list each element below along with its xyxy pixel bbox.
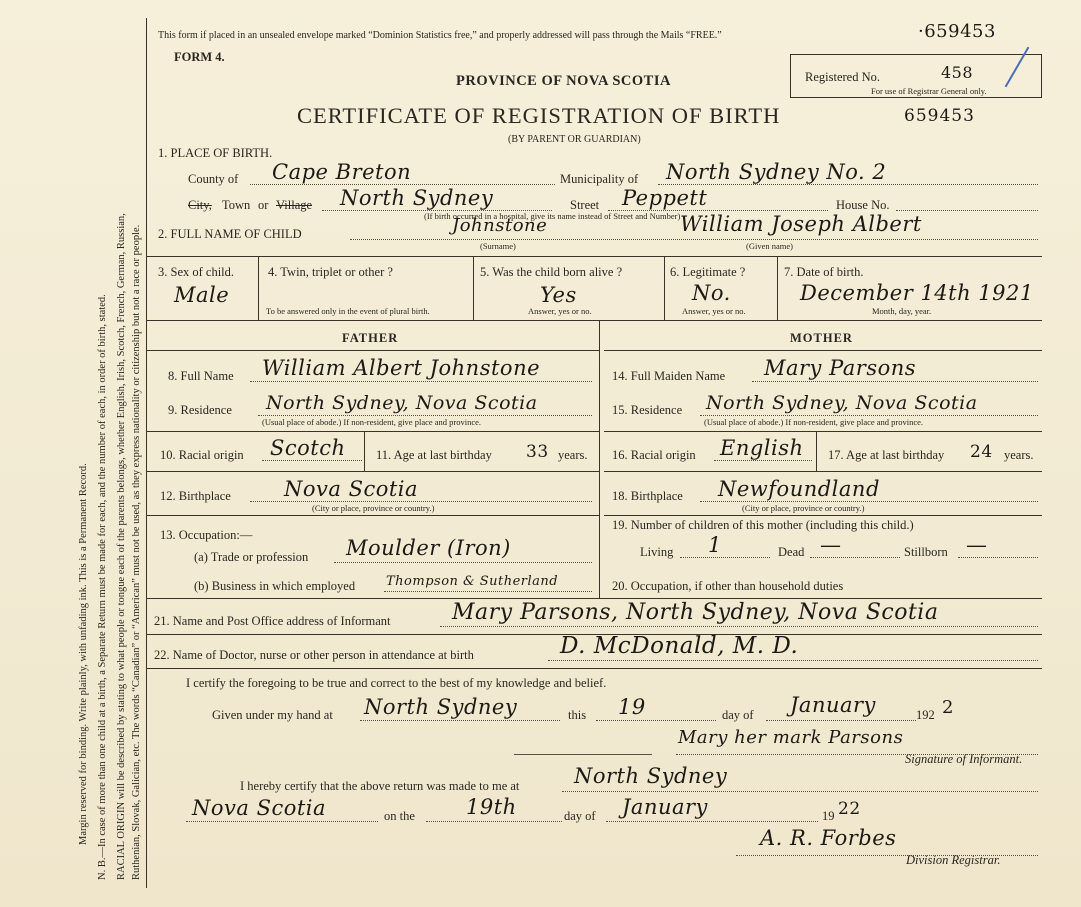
municipality-value: North Sydney No. 2 [666,160,887,184]
dead-value: — [820,533,842,557]
registrar-day-of-label: day of [564,809,596,823]
mother-age-value: 24 [970,442,993,462]
father-racial-label: 10. Racial origin [160,448,244,462]
father-residence-note: (Usual place of abode.) If non-resident, give place and province. [262,417,482,427]
province-heading: PROVINCE OF NOVA SCOTIA [456,73,671,89]
father-racial-div [364,431,365,471]
doctor-rule [146,668,1042,669]
trade-label: (a) Trade or profession [194,550,309,564]
parents-head-rule-l [146,350,599,351]
doctor-label: 22. Name of Doctor, nurse or other person in attendance at birth [154,648,474,662]
left-border [146,18,147,888]
village-label: Village [276,198,313,212]
dead-label: Dead [778,545,805,559]
registrar-statement: I hereby certify that the above return was made to me at [240,779,520,793]
margin-note-1: Margin reserved for binding. Write plainly, with unfading ink. This is a Permanent Record. [78,463,89,845]
left-signature-line [514,754,652,755]
mailing-notice: This form if placed in an unsealed envelope marked “Dominion Statistics free,” and properly addressed will pass through the Mails “FREE.” [158,30,722,41]
child-surname: Johnstone [452,215,548,236]
living-label: Living [640,545,674,559]
registrar-place-2: Nova Scotia [192,796,327,820]
or-label: or [258,198,269,212]
legitimate-label: 6. Legitimate ? [670,265,746,279]
row3-div-3 [664,256,665,320]
informant-value: Mary Parsons, North Sydney, Nova Scotia [452,600,939,625]
child-name-line [350,239,1038,240]
row3-top-rule [146,256,1042,257]
father-rule-1 [146,431,599,432]
mother-racial-label: 16. Racial origin [612,448,696,462]
given-name-note: (Given name) [746,241,793,251]
father-residence-value: North Sydney, Nova Scotia [266,392,538,414]
day-line [596,720,716,721]
father-birthplace-note: (City or place, province or country.) [312,503,435,513]
place-heading: 1. PLACE OF BIRTH. [158,146,273,160]
mother-birthplace-value: Newfoundland [718,477,880,501]
father-birthplace-value: Nova Scotia [284,477,419,501]
legitimate-value: No. [692,281,731,305]
birth-date-value: December 14th 1921 [800,281,1034,305]
county-value: Cape Breton [272,160,412,184]
year-prefix: 192 [916,708,935,722]
father-occupation-label: 13. Occupation:— [160,528,253,542]
certify-day-value: 19 [618,695,646,719]
doctor-line [548,660,1038,661]
informant-label: 21. Name and Post Office address of Informant [154,614,391,628]
row3-div-2 [473,256,474,320]
registered-box [790,54,1042,98]
top-certificate-number: ·659453 [918,21,996,42]
certify-month-value: January [790,693,876,717]
mother-birthplace-label: 18. Birthplace [612,489,683,503]
informant-signature: Mary her mark Parsons [678,727,904,748]
registrar-place-line [562,791,1038,792]
father-residence-line [258,415,592,416]
margin-note-4: Ruthenian, Slovak, Galician, etc. The words “Canadian” or “American” must not be used, as they express nationality or citizenship but not a race or people. [131,224,142,880]
mother-residence-value: North Sydney, Nova Scotia [706,392,978,414]
house-line [896,210,1038,211]
mother-rule-3 [604,515,1042,516]
mother-birthplace-line [700,501,1038,502]
stillborn-value: — [966,533,988,557]
father-name-value: William Albert Johnstone [262,356,541,380]
mother-heading: MOTHER [790,331,853,345]
child-given-name: William Joseph Albert [680,212,922,236]
mother-birthplace-note: (City or place, province or country.) [742,503,865,513]
mother-rule-2 [604,471,1042,472]
alive-note: Answer, yes or no. [528,306,592,316]
registrar-signature: A. R. Forbes [760,826,897,850]
registrar-month-value: January [622,795,708,819]
father-age-unit: years. [558,448,588,462]
sex-label: 3. Sex of child. [158,265,235,279]
form-number: FORM 4. [174,50,225,64]
mother-racial-div [816,431,817,471]
county-label: County of [188,172,239,186]
father-residence-label: 9. Residence [168,403,232,417]
house-label: House No. [836,198,890,212]
registrar-day-value: 19th [466,795,517,819]
document-title: CERTIFICATE OF REGISTRATION OF BIRTH [297,103,781,128]
registrar-title: Division Registrar. [906,853,1001,867]
registrar-day-line [426,821,562,822]
document-subtitle: (BY PARENT OR GUARDIAN) [508,134,641,145]
father-name-label: 8. Full Name [168,369,234,383]
mother-occupation-label: 20. Occupation, if other than household duties [612,579,844,593]
mother-name-line [752,381,1038,382]
this-label: this [568,708,587,722]
business-label: (b) Business in which employed [194,579,356,593]
registered-number: 458 [941,63,974,82]
dead-line [810,557,900,558]
legitimate-note: Answer, yes or no. [682,306,746,316]
city-label: City, [188,198,212,212]
father-age-value: 33 [526,442,549,462]
child-name-label: 2. FULL NAME OF CHILD [158,227,302,241]
father-birthplace-label: 12. Birthplace [160,489,231,503]
living-line [680,557,770,558]
row3-div-4 [777,256,778,320]
parents-head-rule-r [604,350,1042,351]
business-value: Thompson & Sutherland [386,574,559,589]
father-birthplace-line [250,501,592,502]
informant-signature-label: Signature of Informant. [905,752,1023,766]
on-the-label: on the [384,809,415,823]
twin-label: 4. Twin, triplet or other ? [268,265,393,279]
registrar-place-1: North Sydney [574,764,728,788]
mother-age-label: 17. Age at last birthday [828,448,945,462]
row3-div-1 [258,256,259,320]
father-age-label: 11. Age at last birthday [376,448,492,462]
mother-racial-line [714,460,812,461]
hospital-note: (If birth occurred in a hospital, give its name instead of Street and Number) [424,211,681,221]
town-value: North Sydney [340,186,494,210]
registrar-month-line [606,821,818,822]
father-name-line [250,381,592,382]
given-place-line [360,720,560,721]
mother-name-value: Mary Parsons [764,356,917,380]
father-rule-3 [146,515,599,516]
mother-residence-label: 15. Residence [612,403,683,417]
county-line [250,184,555,185]
parents-divider [599,320,600,598]
parents-bottom-rule [146,598,1042,599]
stillborn-label: Stillborn [904,545,948,559]
row3-bottom-rule [146,320,1042,321]
registrar-year-value: 22 [838,799,861,819]
informant-line [440,626,1038,627]
trade-line [334,562,592,563]
surname-note: (Surname) [480,241,516,251]
sex-value: Male [174,283,230,307]
registered-label: Registered No. [805,70,880,84]
father-racial-line [262,460,362,461]
doctor-value: D. McDonald, M. D. [560,633,799,659]
registrar-place2-line [186,821,378,822]
birth-date-label: 7. Date of birth. [784,265,864,279]
birth-date-note: Month, day, year. [872,306,932,316]
living-value: 1 [708,533,722,557]
municipality-line [658,184,1038,185]
mother-residence-line [700,415,1038,416]
twin-note: To be answered only in the event of plural birth. [266,306,430,316]
mother-rule-1 [604,431,1042,432]
given-place-value: North Sydney [364,695,518,719]
municipality-label: Municipality of [560,172,639,186]
day-of-label: day of [722,708,754,722]
month-line [766,720,916,721]
alive-value: Yes [540,283,577,307]
father-racial-value: Scotch [270,436,346,460]
father-rule-2 [146,471,599,472]
street-value: Peppett [622,186,708,210]
title-number: 659453 [904,106,975,126]
registered-note: For use of Registrar General only. [871,86,987,96]
alive-label: 5. Was the child born alive ? [480,265,623,279]
mother-residence-note: (Usual place of abode.) If non-resident, give place and province. [704,417,924,427]
given-under-label: Given under my hand at [212,708,333,722]
margin-note-2: N. B.—In case of more than one child at a birth, a Separate Return must be made for each, and the number of each, in order of birth, stated. [97,294,108,880]
certify-statement: I certify the foregoing to be true and correct to the best of my knowledge and belief. [186,676,607,690]
registrar-year-prefix: 19 [822,809,835,823]
certify-year-value: 2 [942,697,954,718]
mother-racial-value: English [720,436,804,460]
trade-value: Moulder (Iron) [346,536,511,560]
mother-name-label: 14. Full Maiden Name [612,369,726,383]
street-label: Street [570,198,600,212]
mother-age-unit: years. [1004,448,1034,462]
margin-note-3: RACIAL ORIGIN will be described by stating to what people or tongue each of the parents belongs, whether English, Irish, Scotch, French, German, Russian, [116,213,127,880]
stillborn-line [958,557,1038,558]
father-heading: FATHER [342,331,399,345]
children-count-label: 19. Number of children of this mother (including this child.) [612,518,914,532]
town-label: Town [222,198,251,212]
